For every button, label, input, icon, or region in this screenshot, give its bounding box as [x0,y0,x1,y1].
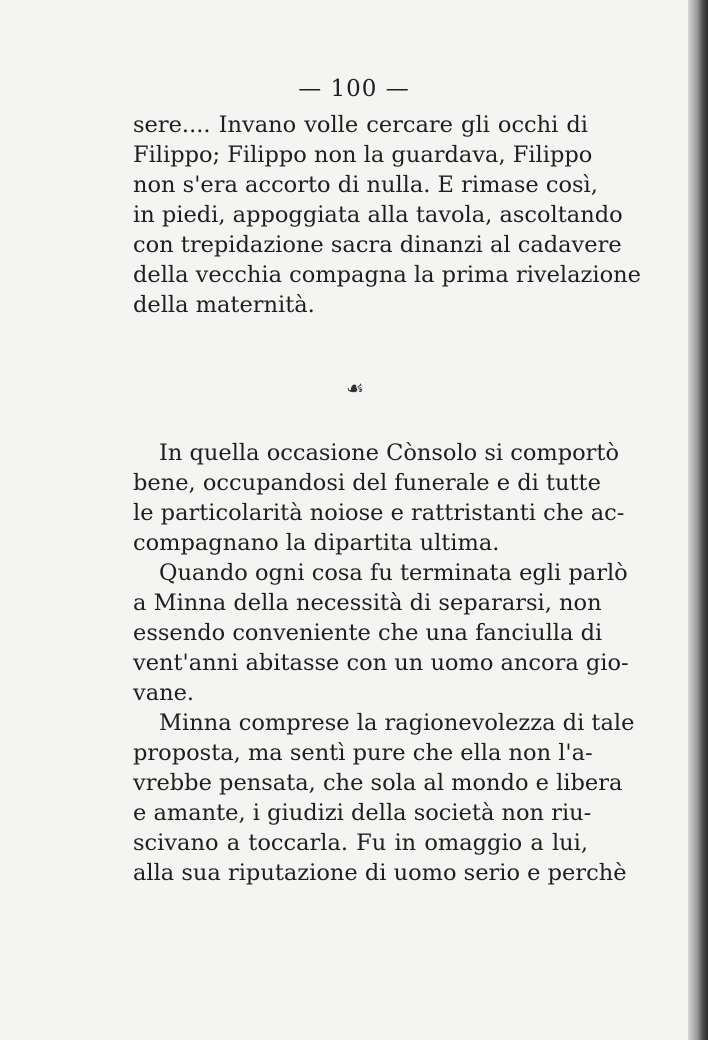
text-line: Filippo; Filippo non la guardava, Filippo [133,142,593,168]
text-line: alla sua riputazione di uomo serio e perchè [133,860,627,886]
text-line: scivano a toccarla. Fu in omaggio a lui, [133,830,588,856]
text-line: vrebbe pensata, che sola al mondo e libera [133,770,623,796]
text-line: proposta, ma sentì pure che ella non l'a- [133,740,593,766]
text-line: vent'anni abitasse con un uomo ancora gio- [133,650,629,676]
text-line: In quella occasione Cònsolo si comportò [159,440,620,466]
text-line: in piedi, appoggiata alla tavola, ascoltando [133,202,623,228]
text-line: Minna comprese la ragionevolezza di tale [159,710,635,736]
text-line: sere.... Invano volle cercare gli occhi di [133,112,588,138]
page-number: — 100 — [298,76,410,102]
paragraph [133,438,625,558]
text-line: bene, occupandosi del funerale e di tutte [133,470,601,496]
text-line: le particolarità noiose e rattristanti che ac- [133,500,625,526]
text-line: essendo conveniente che una fanciulla di [133,620,603,646]
text-line: compagnano la dipartita ultima. [133,530,500,556]
paragraph-continuation [133,110,641,320]
text-line: della maternità. [133,292,315,318]
text-line: a Minna della necessità di separarsi, non [133,590,602,616]
text-line: della vecchia compagna la prima rivelazione [133,262,641,288]
text-line: con trepidazione sacra dinanzi al cadavere [133,232,622,258]
text-line: e amante, i giudizi della società non riu- [133,800,592,826]
text-line: Quando ogni cosa fu terminata egli parlò [159,560,628,586]
section-body [133,438,635,888]
paragraph [133,558,629,708]
paragraph [133,708,635,888]
text-line: non s'era accorto di nulla. E rimase così, [133,172,598,198]
text-line: vane. [133,680,195,706]
section-ornament-icon: ☙ [346,376,364,400]
